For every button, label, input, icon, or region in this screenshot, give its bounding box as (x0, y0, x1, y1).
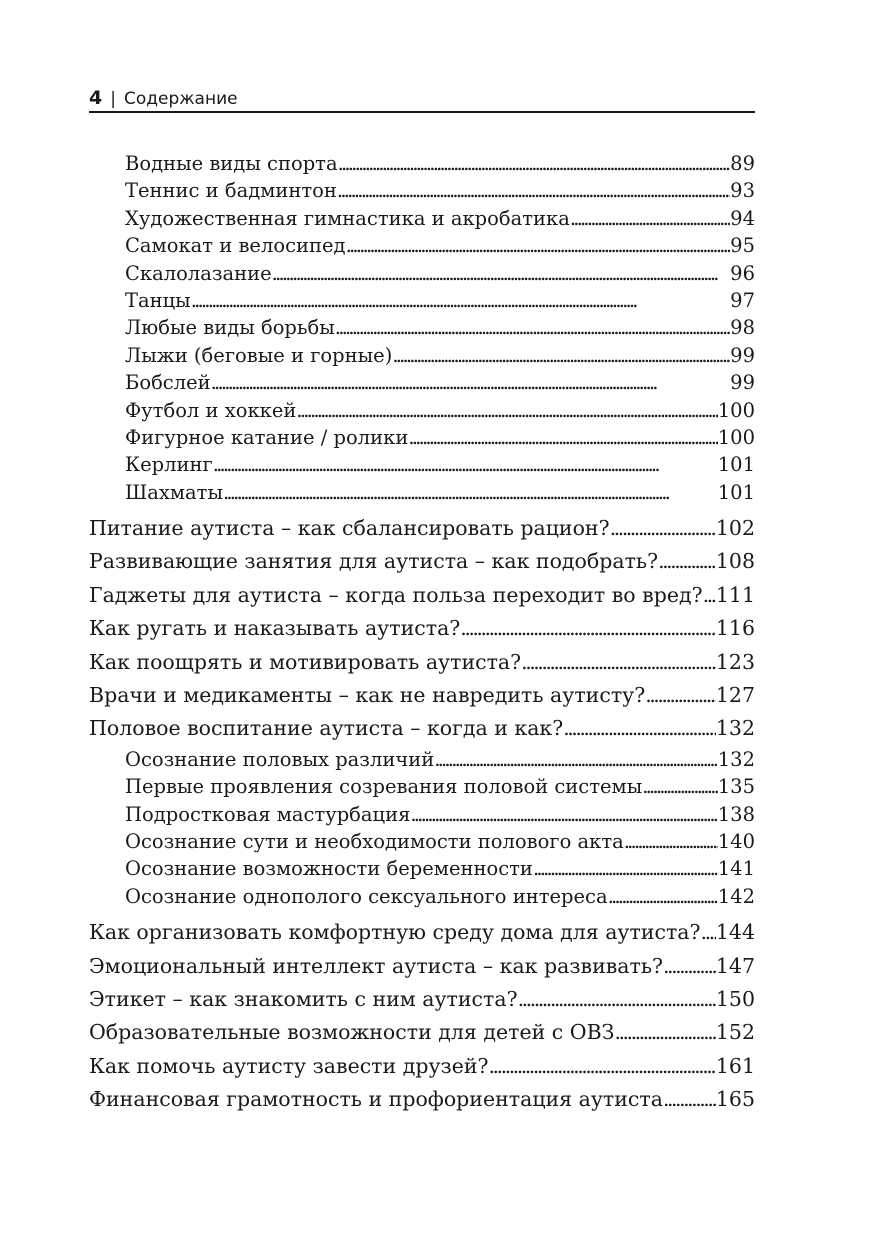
toc-entry-title: Подростковая мастурбация (125, 802, 411, 826)
toc-entry-page: 142 (717, 884, 755, 908)
toc-leader (272, 260, 731, 287)
toc-leader (296, 397, 717, 424)
toc-entry-page: 140 (717, 829, 755, 853)
toc-entry-title: Гаджеты для аутиста – когда польза переходит во вред? (89, 582, 703, 607)
toc-entry-title: Фигурное катание / ролики (125, 425, 409, 449)
toc-entry-title: Теннис и бадминтон (125, 179, 337, 203)
toc-entry-page: 100 (717, 398, 755, 422)
toc-entry-title: Лыжи (беговые и горные) (125, 343, 393, 367)
toc-entry-title: Врачи и медикаменты – как не навредить аутисту? (89, 683, 646, 708)
toc-entry-title: Как поощрять и мотивировать аутиста? (89, 649, 522, 674)
toc-leader (335, 314, 730, 341)
toc-entry-title: Скалолазание (125, 261, 272, 285)
toc-entry-title: Бобслей (125, 371, 211, 395)
toc-leader (645, 679, 716, 712)
toc-entry (89, 828, 755, 855)
page-number: 4 (89, 87, 103, 109)
toc-entry-page: 98 (730, 316, 755, 340)
toc-leader (663, 950, 716, 983)
toc-entry-page: 116 (715, 616, 755, 641)
toc-entry-title: Водные виды спорта (125, 152, 338, 175)
toc-leader (642, 773, 718, 800)
toc-leader (223, 479, 718, 506)
toc-leader (488, 1050, 715, 1083)
toc-leader (191, 287, 730, 314)
toc-entry-title: Керлинг (125, 453, 213, 477)
toc-entry-title: Любые виды борьбы (125, 316, 335, 340)
toc-entry-title: Осознание сути и необходимости полового акта (125, 829, 624, 853)
toc-entry-page: 99 (730, 343, 755, 367)
toc-leader (408, 424, 717, 451)
toc-leader (614, 1016, 715, 1049)
toc-entry-page: 152 (715, 1020, 755, 1045)
section-title: Содержание (123, 89, 238, 109)
toc-leader (410, 801, 717, 828)
toc-entry-title: Художественная гимнастика и акробатика (125, 206, 570, 230)
toc-leader (658, 545, 716, 578)
toc-entry (89, 916, 755, 949)
toc-leader (338, 150, 731, 177)
toc-entry (89, 773, 755, 800)
toc-leader (663, 1083, 716, 1116)
table-of-contents (89, 150, 755, 1117)
toc-entry-page: 101 (717, 453, 755, 477)
toc-entry (89, 1016, 755, 1049)
toc-entry (89, 801, 755, 828)
toc-entry-page: 150 (715, 986, 755, 1011)
toc-entry (89, 579, 755, 612)
toc-entry-page: 138 (717, 802, 755, 826)
toc-leader (570, 205, 730, 232)
toc-entry-page: 165 (715, 1087, 755, 1112)
toc-leader (610, 512, 716, 545)
toc-entry (89, 424, 755, 451)
toc-entry-title: Осознание возможности беременности (125, 857, 533, 881)
toc-leader (701, 916, 716, 949)
toc-entry-title: Финансовая грамотность и профориентация аутиста (89, 1087, 663, 1112)
toc-entry (89, 883, 755, 910)
toc-entry-page: 127 (715, 683, 755, 708)
toc-entry-page: 111 (715, 582, 755, 607)
toc-entry-title: Эмоциональный интеллект аутиста – как развивать? (89, 953, 663, 978)
toc-entry (89, 712, 755, 745)
toc-entry (89, 479, 755, 506)
toc-entry-title: Самокат и велосипед (125, 234, 346, 258)
toc-entry-page: 102 (715, 516, 755, 541)
toc-leader (563, 712, 716, 745)
toc-entry (89, 342, 755, 369)
toc-leader (392, 342, 730, 369)
toc-entry (89, 397, 755, 424)
toc-entry-page: 147 (715, 953, 755, 978)
running-header (89, 85, 755, 113)
toc-entry-title: Развивающие занятия для аутиста – как подобрать? (89, 549, 659, 574)
toc-entry-page: 93 (730, 179, 755, 203)
toc-entry-page: 100 (717, 425, 755, 449)
toc-entry-title: Первые проявления созревания половой системы (125, 775, 643, 799)
toc-entry-title: Половое воспитание аутиста – когда и как? (89, 716, 564, 741)
toc-entry (89, 1050, 755, 1083)
toc-entry-page: 97 (730, 288, 755, 312)
toc-leader (460, 612, 716, 645)
toc-entry (89, 314, 755, 341)
toc-entry (89, 512, 755, 545)
toc-entry-title: Образовательные возможности для детей с ОВЗ (89, 1020, 615, 1045)
toc-leader (624, 828, 718, 855)
toc-entry-page: 101 (717, 480, 755, 504)
toc-entry (89, 612, 755, 645)
toc-entry (89, 205, 755, 232)
toc-entry-page: 144 (715, 920, 755, 945)
toc-entry (89, 983, 755, 1016)
toc-entry (89, 746, 755, 773)
toc-leader (211, 369, 731, 396)
toc-entry-title: Как ругать и наказывать аутиста? (89, 616, 461, 641)
toc-leader (608, 883, 718, 910)
toc-leader (434, 746, 718, 773)
toc-entry (89, 232, 755, 259)
toc-entry-page: 89 (730, 152, 755, 175)
toc-entry-page: 96 (730, 261, 755, 285)
toc-entry-title: Как организовать комфортную среду дома для аутиста? (89, 920, 701, 945)
toc-entry (89, 177, 755, 204)
toc-entry (89, 950, 755, 983)
toc-entry (89, 369, 755, 396)
toc-entry-title: Осознание однополого сексуального интереса (125, 884, 608, 908)
toc-leader (533, 855, 718, 882)
toc-entry-title: Этикет – как знакомить с ним аутиста? (89, 986, 518, 1011)
toc-entry-page: 132 (717, 747, 755, 771)
toc-entry-page: 161 (715, 1053, 755, 1078)
toc-entry-page: 123 (715, 649, 755, 674)
toc-entry (89, 260, 755, 287)
toc-leader (703, 579, 716, 612)
toc-entry (89, 545, 755, 578)
toc-entry-title: Танцы (125, 288, 191, 312)
toc-entry (89, 150, 755, 177)
toc-entry (89, 287, 755, 314)
toc-entry-title: Осознание половых различий (125, 747, 435, 771)
toc-entry (89, 646, 755, 679)
toc-leader (213, 451, 718, 478)
toc-entry (89, 451, 755, 478)
toc-entry (89, 855, 755, 882)
toc-entry-page: 95 (730, 234, 755, 258)
toc-entry (89, 1083, 755, 1116)
toc-entry-page: 132 (715, 716, 755, 741)
toc-entry-page: 108 (715, 549, 755, 574)
toc-entry (89, 679, 755, 712)
toc-leader (346, 232, 731, 259)
toc-leader (518, 983, 716, 1016)
toc-leader (337, 177, 730, 204)
toc-entry-page: 94 (730, 206, 755, 230)
toc-entry-title: Питание аутиста – как сбалансировать рацион? (89, 516, 610, 541)
header-separator: | (110, 89, 116, 109)
toc-leader (521, 646, 716, 679)
toc-entry-title: Футбол и хоккей (125, 398, 297, 422)
toc-entry-title: Как помочь аутисту завести друзей? (89, 1053, 489, 1078)
toc-entry-title: Шахматы (125, 480, 223, 504)
toc-entry-page: 135 (717, 775, 755, 799)
toc-entry-page: 99 (730, 371, 755, 395)
toc-entry-page: 141 (717, 857, 755, 881)
